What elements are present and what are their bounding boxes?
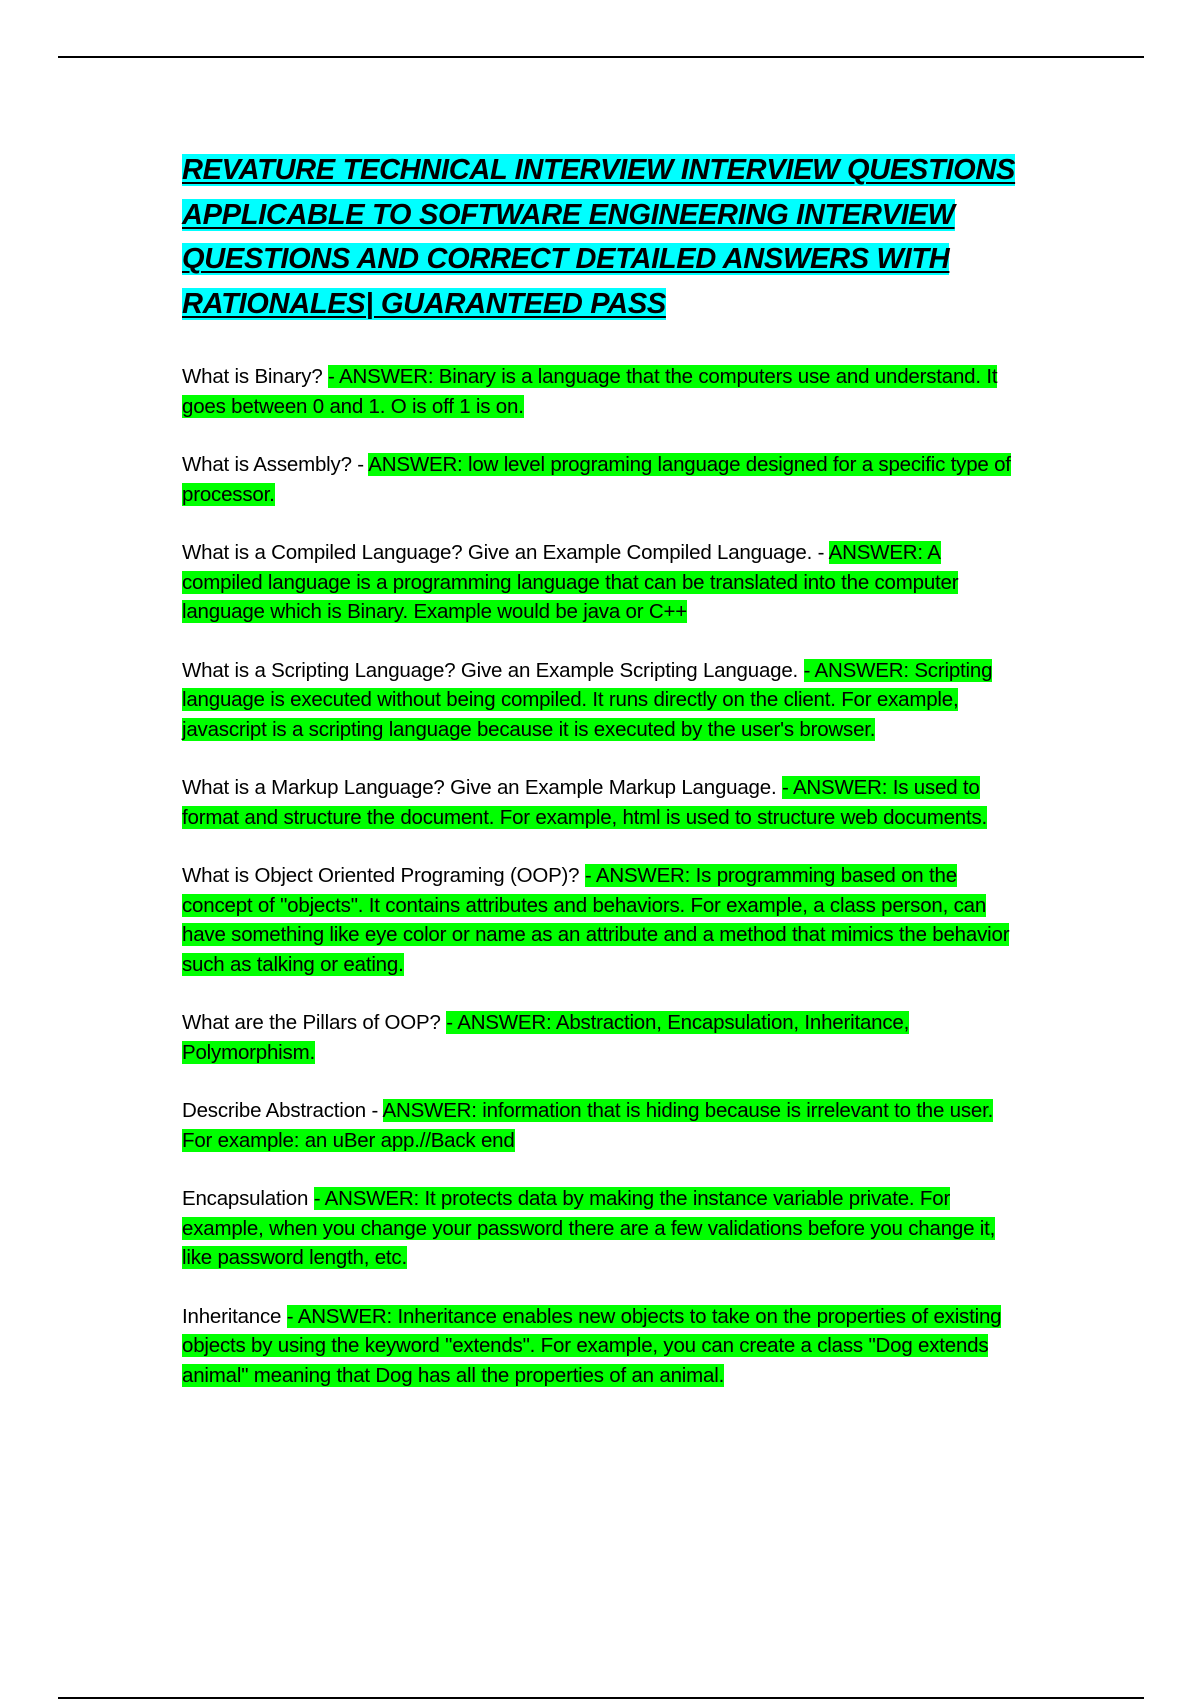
question-text: What is Object Oriented Programing (OOP)? [182, 864, 585, 887]
question-text: What is Binary? [182, 365, 329, 388]
answer-text: - ANSWER: Is programming based on the concept of "objects". It contains attributes and behaviors. For example, a class person, can have something like eye color or name as an attribute and a method that mimics the behavior such as talking or eating. [182, 864, 1010, 976]
qa-item-assembly [182, 450, 1022, 509]
question-text: What is a Scripting Language? Give an Example Scripting Language. [182, 658, 804, 682]
answer-text: - ANSWER: It protects data by making the instance variable private. For example, when you change your password there are a few validations before you change it, like password length, etc. [182, 1187, 996, 1269]
qa-item-oop [182, 861, 1022, 979]
question-text: Encapsulation [182, 1187, 314, 1210]
question-text: Inheritance [182, 1304, 287, 1328]
question-text: Describe Abstraction - [182, 1099, 383, 1122]
document-title-text: REVATURE TECHNICAL INTERVIEW INTERVIEW QUESTIONS APPLICABLE TO SOFTWARE ENGINEERING INTERVIEW QUESTIONS AND CORRECT DETAILED ANSWERS WITH RATIONALES| GUARANTEED PASS [182, 154, 1016, 320]
answer-text: - ANSWER: Abstraction, Encapsulation, Inheritance, Polymorphism. [182, 1011, 910, 1064]
answer-text: - ANSWER: Is used to format and structure the document. For example, html is used to structure web documents. [182, 776, 988, 829]
qa-item-binary [182, 362, 1022, 421]
answer-text: - ANSWER: Scripting language is executed without being compiled. It runs directly on the client. For example, javascript is a scripting language because it is executed by the user's browser. [182, 658, 993, 741]
qa-item-inheritance [182, 1302, 1022, 1391]
question-text: What is a Markup Language? Give an Example Markup Language. [182, 776, 782, 799]
answer-text: - ANSWER: Inheritance enables new objects to take on the properties of existing objects by using the keyword "extends". For example, you can create a class "Dog extends animal" meaning that Dog has all the properties of an animal. [182, 1304, 1002, 1387]
top-rule [58, 56, 1144, 58]
answer-text: ANSWER: low level programing language designed for a specific type of processor. [182, 453, 1011, 506]
question-text: What is Assembly? - [182, 453, 369, 476]
answer-text: - ANSWER: Binary is a language that the computers use and understand. It goes between 0 and 1. O is off 1 is on. [182, 365, 998, 418]
answer-text: ANSWER: A compiled language is a programming language that can be translated into the computer language which is Binary. Example would be java or C++ [182, 541, 959, 623]
question-text: What is a Compiled Language? Give an Example Compiled Language. - [182, 541, 829, 564]
answer-text: ANSWER: information that is hiding because is irrelevant to the user. For example: an uBer app.//Back end [182, 1099, 994, 1152]
document-title [182, 148, 1022, 326]
qa-item-compiled-language [182, 538, 1022, 627]
qa-item-abstraction [182, 1096, 1022, 1155]
qa-item-oop-pillars [182, 1008, 1022, 1067]
bottom-rule [58, 1697, 1144, 1699]
qa-item-markup-language [182, 773, 1022, 832]
document-body [182, 148, 1022, 1419]
qa-item-encapsulation [182, 1184, 1022, 1273]
qa-item-scripting-language [182, 656, 1022, 745]
question-text: What are the Pillars of OOP? [182, 1011, 447, 1034]
